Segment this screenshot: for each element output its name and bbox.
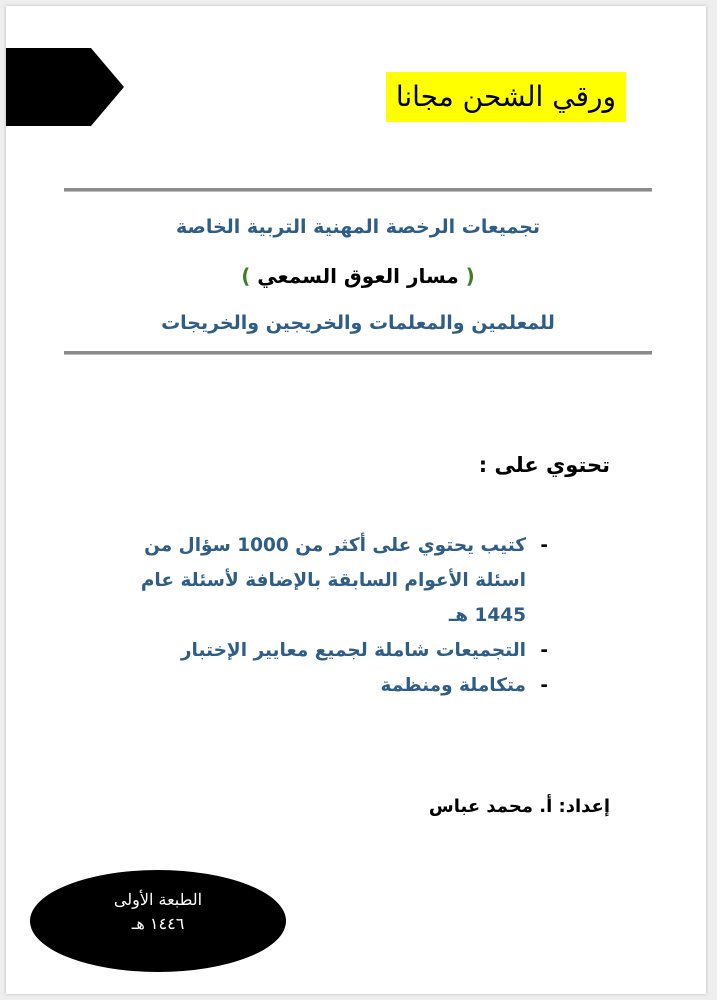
close-paren: ): [241, 264, 251, 288]
list-item-text: التجميعات شاملة لجميع معايير الإختبار: [180, 640, 526, 661]
list-item-text: كتيب يحتوي على أكثر من 1000 سؤال من اسئلة الأعوام السابقة بالإضافة لأسئلة عام 1445 هـ: [140, 535, 526, 626]
list-dash: -: [540, 675, 548, 696]
edition-badge: [30, 870, 286, 972]
list-item: [126, 528, 548, 633]
list-dash: -: [540, 535, 548, 556]
list-item: [126, 633, 548, 668]
open-paren: (: [465, 264, 475, 288]
contents-list: [126, 528, 548, 703]
bottom-divider: [64, 351, 652, 355]
top-divider: [64, 188, 652, 192]
list-dash: -: [540, 640, 548, 661]
title-line-1: تجميعات الرخصة المهنية التربية الخاصة: [175, 216, 541, 238]
document-page: [6, 6, 706, 994]
track-name: مسار العوق السمعي: [250, 264, 466, 288]
free-shipping-banner: ورقي الشحن مجانا: [386, 72, 626, 122]
edition-label: الطبعة الأولى: [113, 890, 203, 909]
contents-heading: تحتوي على :: [478, 453, 610, 477]
list-item: [126, 668, 548, 703]
author-credit: إعداد: أ. محمد عباس: [428, 796, 610, 817]
edition-year: ١٤٤٦ هـ: [131, 914, 185, 933]
list-item-text: متكاملة ومنظمة: [380, 675, 526, 696]
arrow-tab-shape: [6, 48, 124, 126]
title-line-3: للمعلمين والمعلمات والخريجين والخريجات: [161, 312, 555, 334]
title-line-2: [64, 264, 652, 288]
